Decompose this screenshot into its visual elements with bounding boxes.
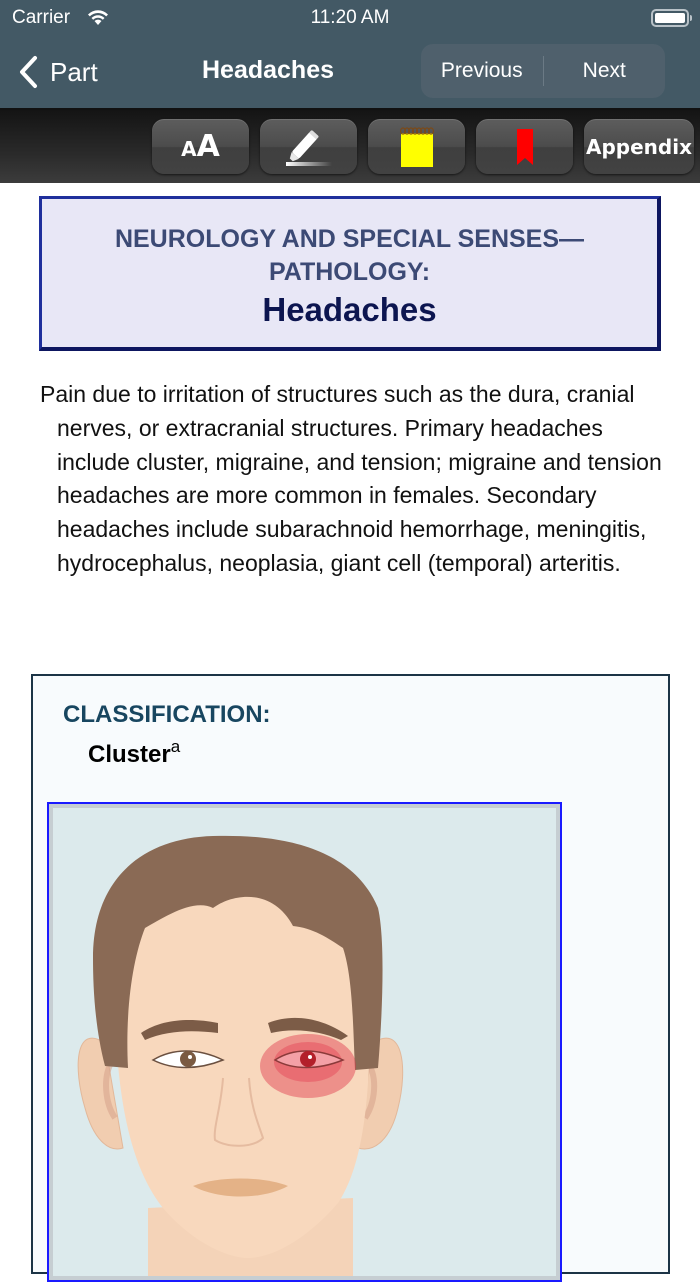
battery-full-icon — [651, 9, 689, 27]
section-heading-line-2: PATHOLOGY: — [268, 258, 431, 286]
footnote-marker[interactable]: a — [170, 737, 181, 756]
prev-next-segmented-control — [421, 44, 665, 98]
page-title: Headaches — [201, 56, 335, 84]
notepad-icon — [397, 125, 437, 169]
notes-button[interactable] — [368, 119, 465, 174]
back-button[interactable] — [18, 53, 98, 91]
navigation-bar — [0, 40, 700, 104]
previous-button[interactable]: Previous — [440, 59, 523, 82]
status-bar — [0, 0, 700, 36]
highlighter-pen-icon — [284, 126, 334, 168]
intro-paragraph: Pain due to irritation of structures such as the dura, cranial nerves, or extracranial structures. Primary headaches include cluster, migraine, and tension; migraine and tension headaches are more common in females. Secondary headaches include subarachnoid hemorrhage, meningitis, hydrocephalus, neoplasia, giant cell (temporal) arteritis. — [40, 381, 662, 576]
carrier-label: Carrier — [12, 7, 71, 28]
classification-item[interactable] — [88, 737, 180, 769]
appendix-button[interactable] — [584, 119, 694, 174]
section-heading-line-1: NEUROLOGY AND SPECIAL SENSES— — [114, 225, 585, 253]
clock: 11:20 AM — [310, 7, 390, 28]
cluster-headache-figure[interactable] — [47, 802, 562, 1282]
classification-heading: CLASSIFICATION: — [63, 701, 271, 728]
back-label: Part — [50, 56, 98, 87]
next-button[interactable]: Next — [582, 59, 626, 82]
topic-title: Headaches — [262, 291, 437, 328]
chapter-title-box — [39, 196, 661, 351]
classification-item-label: Cluster — [88, 741, 171, 768]
font-size-icon: AA — [181, 129, 220, 164]
bookmark-icon — [515, 127, 535, 167]
classification-box — [31, 674, 670, 1274]
chevron-left-icon — [18, 55, 38, 89]
figure-canvas — [53, 808, 556, 1276]
appendix-label: Appendix — [586, 134, 692, 159]
highlight-button[interactable] — [260, 119, 357, 174]
reader-toolbar — [0, 108, 700, 183]
app-header — [0, 0, 700, 108]
section-heading — [42, 223, 657, 289]
face-illustration — [53, 808, 556, 1276]
bookmark-button[interactable] — [476, 119, 573, 174]
font-size-button[interactable] — [152, 119, 249, 174]
